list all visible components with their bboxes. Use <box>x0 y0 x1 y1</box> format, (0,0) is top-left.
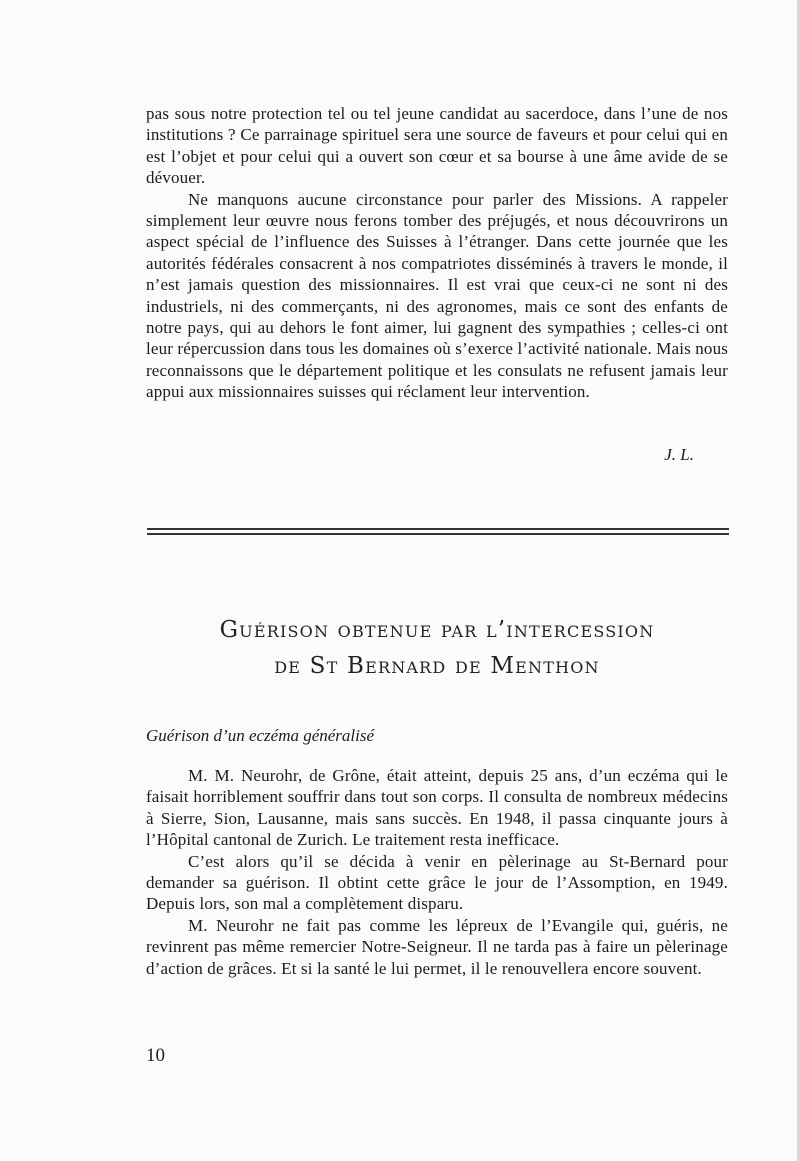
article1-body <box>146 103 728 403</box>
article1-paragraph-2: Ne manquons aucune circonstance pour parler des Missions. A rappeler simplement leur œuvre nous ferons tomber des préjugés, et nous découvrirons un aspect spécial de l’influence des Suisses à l’étranger. Dans cette journée que les autorités fédérales consacrent à nos compatriotes disséminés à travers le monde, il n’est jamais question des missionnaires. Il est vrai que ceux-ci ne sont ni des industriels, ni des commerçants, ni des agronomes, mais ce sont des enfants de notre pays, qui au dehors le font aimer, lui gagnent des sympathies ; celles-ci ont leur répercussion dans tous les domaines où s’exerce l’activité nationale. Mais nous reconnaissons que le département politique et les consulats ne refusent jamais leur appui aux missionnaires suisses qui réclament leur intervention. <box>146 189 728 402</box>
page-number: 10 <box>146 1045 165 1066</box>
article2-body <box>146 765 728 979</box>
article2-paragraph-2: C’est alors qu’il se décida à venir en pèlerinage au St-Bernard pour demander sa guérison. Il obtint cette grâce le jour de l’Assomption, en 1949. Depuis lors, son mal a complètement disparu. <box>146 851 728 914</box>
section-divider-bottom <box>147 533 729 535</box>
article1-signature: J. L. <box>664 445 694 464</box>
article2-title <box>146 612 728 684</box>
article2-subtitle: Guérison d’un eczéma généralisé <box>146 726 375 745</box>
article2-title-line-2: de St Bernard de Menthon <box>274 653 600 679</box>
article2-paragraph-1: M. M. Neurohr, de Grône, était atteint, depuis 25 ans, d’un eczéma qui le faisait horriblement souffrir dans tout son corps. Il consulta de nombreux médecins à Sierre, Sion, Lausanne, mais sans succès. En 1948, il passa cinquante jours à l’Hôpital cantonal de Zurich. Le traitement resta inefficace. <box>146 766 728 850</box>
article2-title-line-1: Guérison obtenue par l’intercession <box>219 617 655 643</box>
article2-paragraph-3: M. Neurohr ne fait pas comme les lépreux de l’Evangile qui, guéris, ne revinrent pas même remercier Notre-Seigneur. Il ne tarda pas à faire un pèlerinage d’action de grâces. Et si la santé le lui permet, il le renouvellera encore souvent. <box>146 915 728 978</box>
section-divider-top <box>147 528 729 530</box>
article1-paragraph-1: pas sous notre protection tel ou tel jeune candidat au sacerdoce, dans l’une de nos institutions ? Ce parrainage spirituel sera une source de faveurs et pour celui qui en est l’objet et pour celui qui a ouvert son cœur et sa bourse à une âme avide de se dévouer. <box>146 104 728 188</box>
